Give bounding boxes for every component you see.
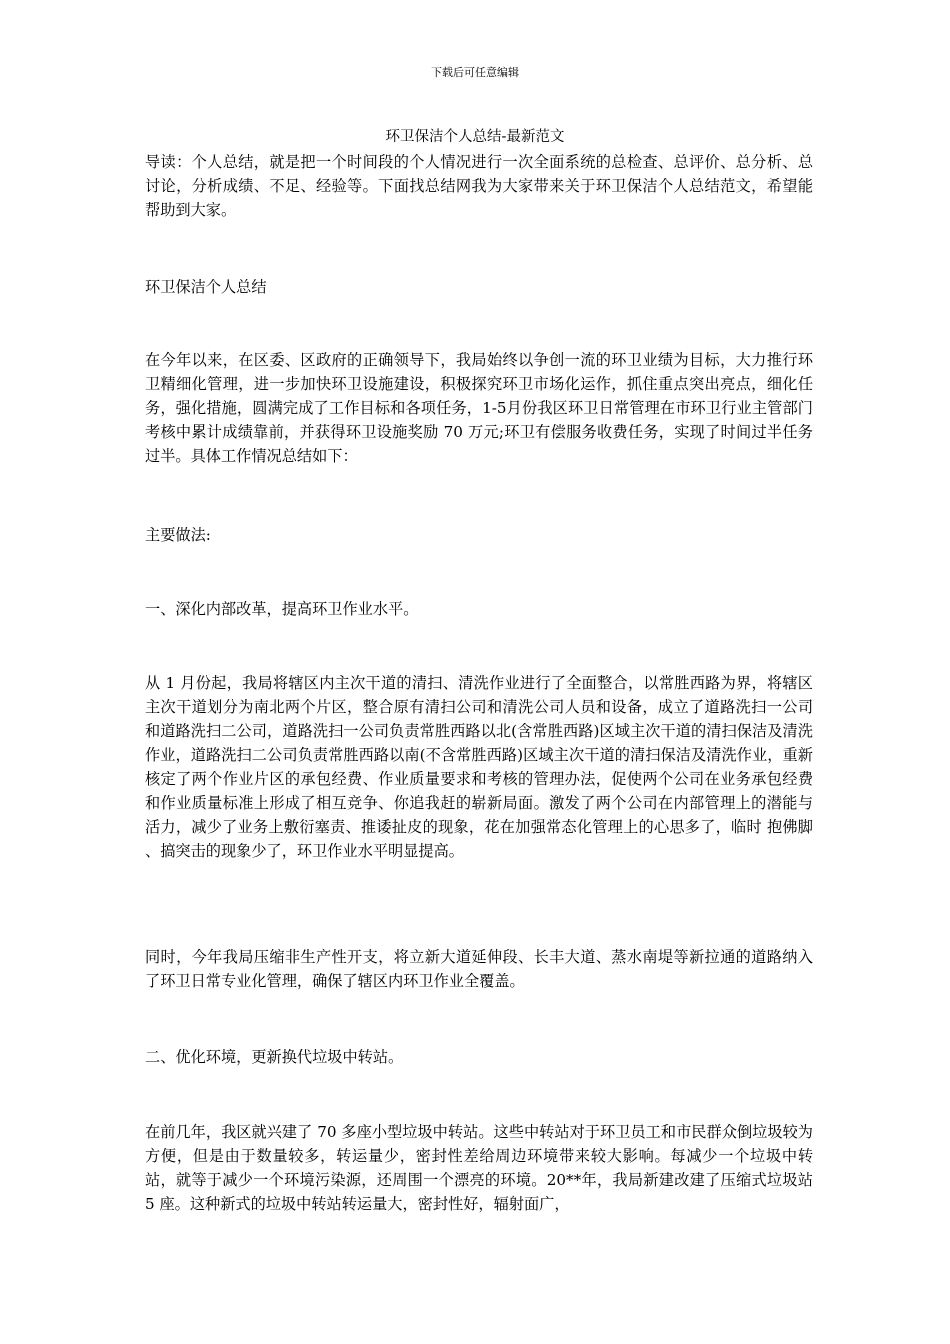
main-methods-heading: 主要做法: [145, 526, 211, 544]
document-title: 环卫保洁个人总结-最新范文 [385, 129, 565, 145]
section-heading: 环卫保洁个人总结 [145, 278, 267, 296]
item-two-heading: 二、优化环境，更新换代垃圾中转站。 [145, 1048, 404, 1066]
paragraph-transfer-stations: 在前几年，我区就兴建了 70 多座小型垃圾中转站。这些中转站对于环卫员工和市民群众倒垃圾较为方便，但是由于数量较多，转运量少，密封性差给周边环境带来较大影响。每减少一个垃圾中转站，就等于减少一个环境污染源，还周围一个漂亮的环境。20**年，我局新建改建了压缩式垃圾站 5 座。这种新式的垃圾中转站转运量大，密封性好，辐射面广， [145, 1123, 813, 1213]
paragraph-coverage: 同时，今年我局压缩非生产性开支，将立新大道延伸段、长丰大道、蒸水南堤等新拉通的道路纳入了环卫日常专业化管理，确保了辖区内环卫作业全覆盖。 [145, 948, 813, 990]
header-note: 下载后可任意编辑 [431, 66, 519, 79]
intro-paragraph: 导读：个人总结，就是把一个时间段的个人情况进行一次全面系统的总检查、总评价、总分析、总讨论，分析成绩、不足、经验等。下面找总结网我为大家带来关于环卫保洁个人总结范文，希望能帮助到大家。 [145, 153, 813, 219]
paragraph-reform: 从 1 月份起，我局将辖区内主次干道的清扫、清洗作业进行了全面整合，以常胜西路为界，将辖区主次干道划分为南北两个片区，整合原有清扫公司和清洗公司人员和设备，成立了道路洗扫一公司和道路洗扫二公司，道路洗扫一公司负责常胜西路以北(含常胜西路)区域主次干道的清扫保洁及清洗作业，道路洗扫二公司负责常胜西路以南(不含常胜西路)区域主次干道的清扫保洁及清洗作业，重新核定了两个作业片区的承包经费、作业质量要求和考核的管理办法，促使两个公司在业务承包经费和作业质量标准上形成了相互竞争、你追我赶的崭新局面。激发了两个公司在内部管理上的潜能与活力，减少了业务上敷衍塞责、推诿扯皮的现象，花在加强常态化管理上的心思多了，临时 抱佛脚 、搞突击的现象少了，环卫作业水平明显提高。 [145, 674, 813, 860]
item-one-heading: 一、深化内部改革，提高环卫作业水平。 [145, 600, 419, 618]
paragraph-overview: 在今年以来，在区委、区政府的正确领导下，我局始终以争创一流的环卫业绩为目标，大力推行环卫精细化管理，进一步加快环卫设施建设，积极探究环卫市场化运作，抓住重点突出亮点，细化任务，强化措施，圆满完成了工作目标和各项任务，1-5月份我区环卫日常管理在市环卫行业主管部门考核中累计成绩靠前，并获得环卫设施奖励 70 万元;环卫有偿服务收费任务，实现了时间过半任务过半。具体工作情况总结如下： [145, 351, 813, 465]
